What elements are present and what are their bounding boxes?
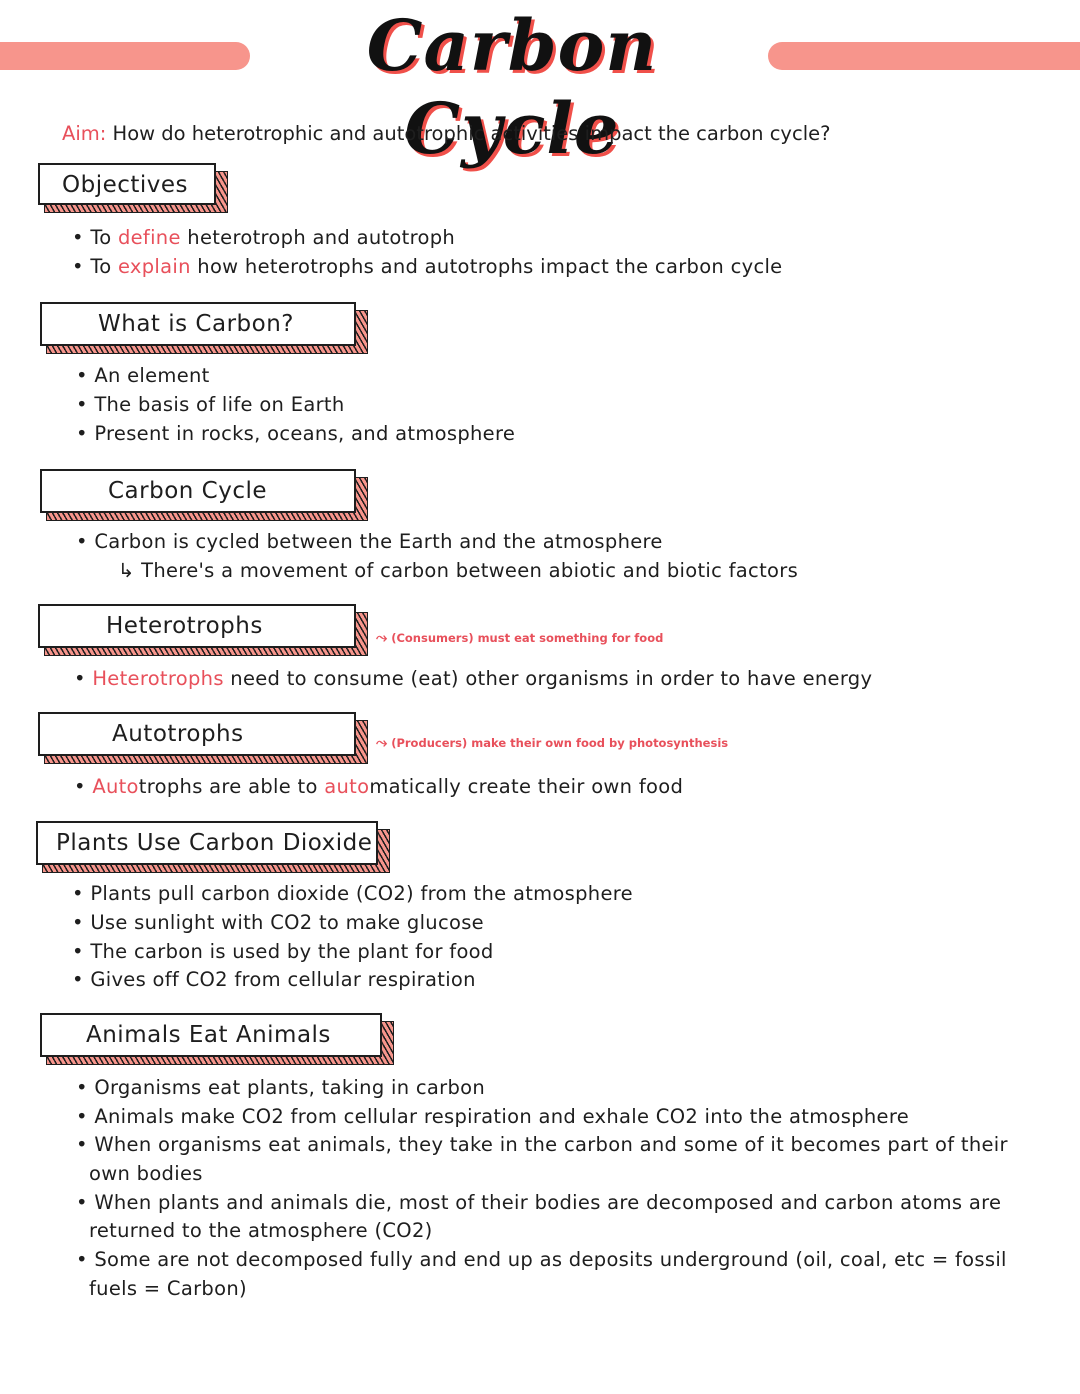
heading-box-heterotrophs	[38, 604, 368, 648]
list-item-continued: own bodies	[89, 1162, 203, 1185]
heading-box-plants	[36, 821, 390, 865]
list-item: • Gives off CO2 from cellular respiration	[72, 968, 476, 991]
list-item: • Autotrophs are able to automatically create their own food	[74, 775, 684, 798]
arrow-icon: ↳	[118, 559, 135, 582]
list-item: • Carbon is cycled between the Earth and the atmosphere	[76, 530, 663, 553]
list-item: • When organisms eat animals, they take in the carbon and some of it becomes part of their	[76, 1133, 1008, 1156]
squiggle-arrow-icon: ⤳	[376, 735, 388, 751]
list-item: • Heterotrophs need to consume (eat) other organisms in order to have energy	[74, 667, 873, 690]
list-item: • The basis of life on Earth	[76, 393, 345, 416]
heading-what-is-carbon: What is Carbon?	[98, 311, 294, 337]
heading-heterotrophs: Heterotrophs	[106, 613, 263, 639]
heading-box-objectives	[38, 163, 228, 205]
list-item: • An element	[76, 364, 210, 387]
list-item: • Organisms eat plants, taking in carbon	[76, 1076, 486, 1099]
list-item: • When plants and animals die, most of their bodies are decomposed and carbon atoms are	[76, 1191, 1002, 1214]
squiggle-arrow-icon: ⤳	[376, 630, 388, 646]
heading-box-what-is-carbon	[40, 302, 368, 346]
heading-animals: Animals Eat Animals	[86, 1022, 331, 1048]
list-item: • The carbon is used by the plant for food	[72, 940, 494, 963]
title-decor-bar-right	[768, 42, 1080, 70]
list-item: • Some are not decomposed fully and end up as deposits underground (oil, coal, etc = fossil	[76, 1248, 1007, 1271]
heading-box-autotrophs	[38, 712, 368, 756]
list-item: • Animals make CO2 from cellular respiration and exhale CO2 into the atmosphere	[76, 1105, 910, 1128]
list-item: • Plants pull carbon dioxide (CO2) from the atmosphere	[72, 882, 633, 905]
page-title: Carbon Cycle	[366, 4, 658, 170]
aim-text: How do heterotrophic and autotrophic activities impact the carbon cycle?	[112, 122, 831, 145]
heading-carbon-cycle: Carbon Cycle	[108, 478, 268, 504]
sub-item: ↳ There's a movement of carbon between abiotic and biotic factors	[118, 559, 799, 582]
heading-plants: Plants Use Carbon Dioxide	[56, 830, 373, 856]
aim-label: Aim:	[62, 122, 107, 145]
autotrophs-note: ⤳ (Producers) make their own food by photosynthesis	[376, 735, 729, 751]
title-decor-bar-left	[0, 42, 250, 70]
heading-objectives: Objectives	[62, 172, 189, 198]
list-item: • Use sunlight with CO2 to make glucose	[72, 911, 484, 934]
heterotrophs-note: ⤳ (Consumers) must eat something for food	[376, 630, 664, 646]
heading-box-animals	[40, 1013, 394, 1057]
heading-autotrophs: Autotrophs	[112, 721, 244, 747]
objective-item: • To define heterotroph and autotroph	[72, 226, 456, 249]
aim-line	[62, 122, 830, 145]
objective-item: • To explain how heterotrophs and autotrophs impact the carbon cycle	[72, 255, 783, 278]
list-item-continued: fuels = Carbon)	[89, 1277, 247, 1300]
list-item: • Present in rocks, oceans, and atmosphere	[76, 422, 516, 445]
list-item-continued: returned to the atmosphere (CO2)	[89, 1219, 433, 1242]
heading-box-carbon-cycle	[40, 469, 368, 513]
